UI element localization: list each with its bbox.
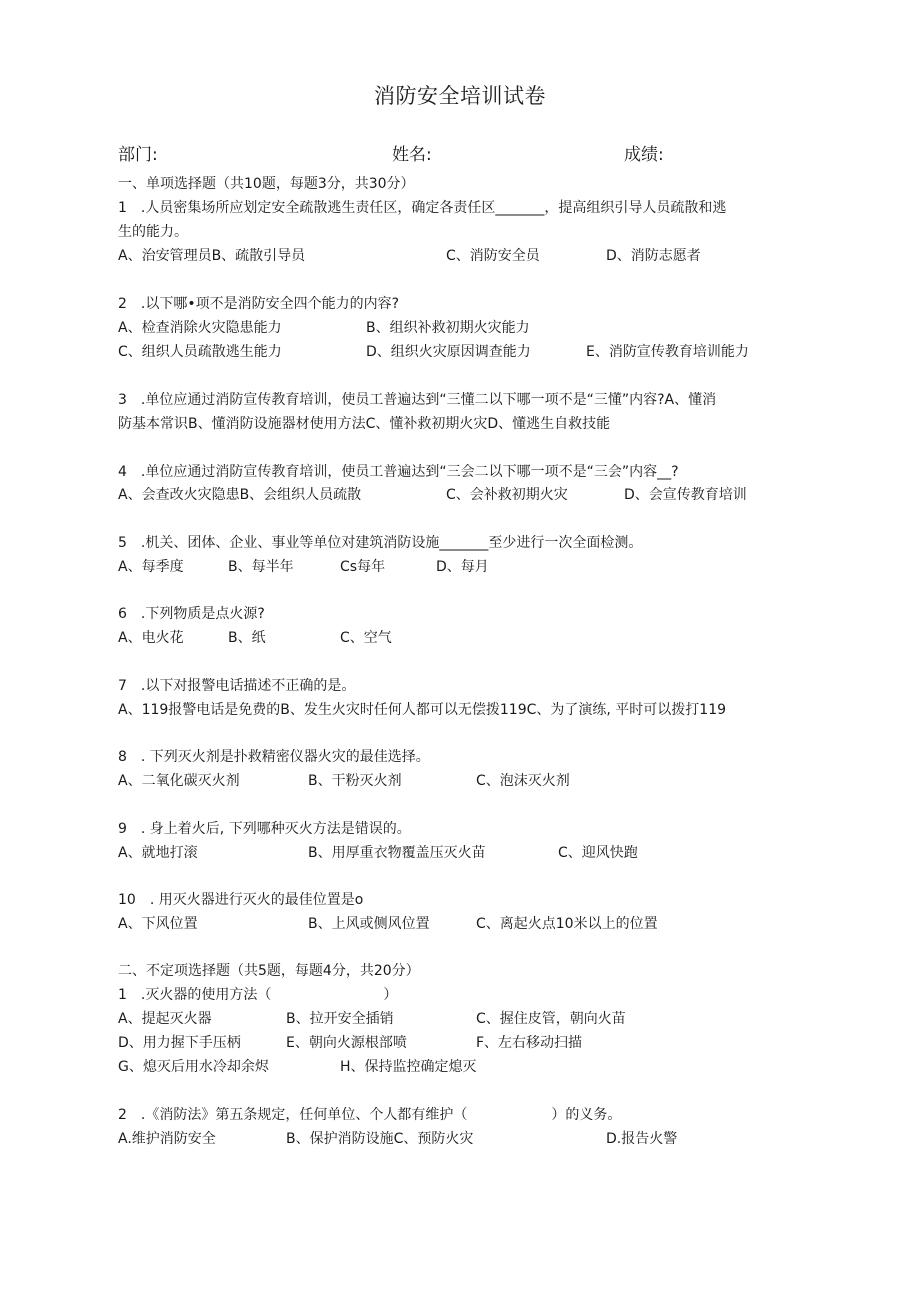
option: A、电火花 [118,630,184,646]
option: A、就地打滚 [118,845,198,861]
option: C、泡沫灭火剂 [476,773,570,789]
option: D、组织火灾原因调查能力 [366,344,531,360]
option: C、离起火点10米以上的位置 [476,916,658,932]
s2-question-1-options-row-1 [118,1009,818,1029]
question-6-options [118,628,818,648]
question-5-line-1: 5 .机关、团体、企业、事业等单位对建筑消防设施_______至少进行一次全面检测。 [118,535,643,551]
option: B、用厚重衣物覆盖压灭火苗 [308,845,486,861]
option: B、保护消防设施C、预防火灾 [286,1131,474,1147]
name-field: 姓名: [392,145,432,165]
question-6-line-1: 6 .下列物质是点火源? [118,606,265,622]
s2-question-1-options-row-3 [118,1057,818,1077]
question-4-options [118,485,818,505]
question-3-line-2: 防基本常识B、懂消防设施器材使用方法C、懂补救初期火灾D、懂逃生自救技能 [118,416,611,432]
question-5-options [118,557,818,577]
option: A、提起灭火器 [118,1011,212,1027]
option: F、左右移动扫描 [476,1035,583,1051]
option: Cs每年 [340,559,386,575]
question-8-options [118,771,818,791]
option: B、拉开安全插销 [286,1011,394,1027]
s2-question-2-options [118,1129,818,1149]
question-1-line-1: 1 .人员密集场所应划定安全疏散逃生责任区，确定各责任区_______，提高组织引导人员疏散和逃 [118,200,727,216]
question-10-options [118,914,818,934]
option: A、每季度 [118,559,184,575]
option: C、会补救初期火灾 [446,487,568,503]
option: B、每半年 [228,559,294,575]
s2-question-1-options-row-2 [118,1033,818,1053]
option: G、熄灭后用水冷却余烬 [118,1059,269,1075]
question-8-line-1: 8 . 下列灭火剂是扑救精密仪器火灾的最佳选择。 [118,749,430,765]
option: B、干粉灭火剂 [308,773,402,789]
question-4-line-1: 4 .单位应通过消防宣传教育培训，使员工普遍达到“三会二以下哪一项不是“三会”内容__? [118,464,679,480]
option: C、迎风快跑 [558,845,638,861]
option: D、用力握下手压柄 [118,1035,241,1051]
option: B、上风或侧风位置 [308,916,430,932]
option: A、119报警电话是免费的B、发生火灾时任何人都可以无偿拨119C、为了演练, 平时可以拨打119 [118,702,727,718]
option: E、朝向火源根部喷 [286,1035,407,1051]
section1-heading: 一、单项选择题（共10题，每题3分，共30分） [118,176,415,192]
s2-question-1-line-1: 1 .灭火器的使用方法（ ） [118,987,398,1003]
question-1-options [118,246,818,266]
option: C、空气 [340,630,392,646]
option: C、组织人员疏散逃生能力 [118,344,282,360]
score-field: 成绩: [624,145,664,165]
option: B、纸 [228,630,266,646]
page-title: 消防安全培训试卷 [374,84,546,108]
option: D.报告火警 [606,1131,678,1147]
question-7-options [118,700,818,720]
question-2-options-row-1 [118,318,818,338]
option: C、消防安全员 [446,248,540,264]
option: A、二氧化碳灭火剂 [118,773,240,789]
option: H、保持监控确定熄灭 [340,1059,477,1075]
question-1-line-2: 生的能力。 [118,224,188,240]
department-field: 部门: [118,145,158,165]
s2-question-2-line-1: 2 .《消防法》第五条规定，任何单位、个人都有维护（ ）的义务。 [118,1107,622,1123]
option: E、消防宣传教育培训能力 [586,344,749,360]
question-2-line-1: 2 .以下哪•项不是消防安全四个能力的内容? [118,296,400,312]
section2-heading: 二、不定项选择题（共5题，每题4分，共20分） [118,963,420,979]
option: B、组织补救初期火灾能力 [366,320,530,336]
question-7-line-1: 7 .以下对报警电话描述不正确的是。 [118,678,356,694]
option: A、检查消除火灾隐患能力 [118,320,282,336]
option: D、消防志愿者 [606,248,701,264]
option: A、下风位置 [118,916,198,932]
option: A.维护消防安全 [118,1131,216,1147]
option: C、握住皮管，朝向火苗 [476,1011,626,1027]
question-2-options-row-2 [118,342,818,362]
option: A、会查改火灾隐患B、会组织人员疏散 [118,487,362,503]
option: D、会宣传教育培训 [624,487,747,503]
question-9-line-1: 9 . 身上着火后, 下列哪种灭火方法是错误的。 [118,821,411,837]
question-9-options [118,843,818,863]
question-3-line-1: 3 .单位应通过消防宣传教育培训，使员工普遍达到“三懂二以下哪一项不是“三懂”内容?A、懂消 [118,392,717,408]
option: D、每月 [436,559,489,575]
question-10-line-1: 10 . 用灭火器进行灭火的最佳位置是o [118,892,364,908]
option: A、治安管理员B、疏散引导员 [118,248,306,264]
